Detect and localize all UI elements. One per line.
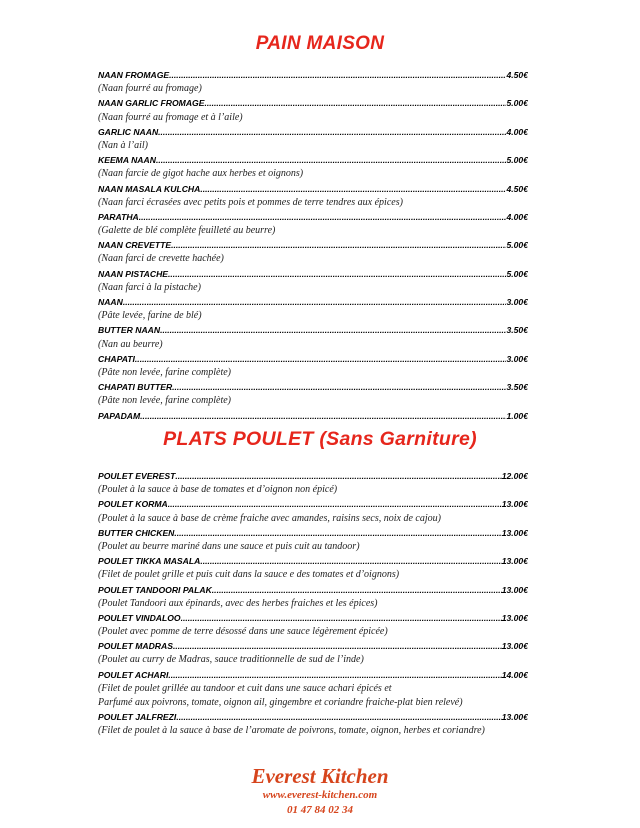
menu-item	[98, 96, 528, 110]
item-price: 3.50€	[506, 382, 528, 393]
item-name: POULET TANDOORI PALAK	[98, 584, 212, 595]
dot-leader	[172, 380, 506, 394]
item-description: (Nan au beurre)	[98, 338, 163, 350]
section-title-pain-maison: PAIN MAISON	[255, 33, 385, 54]
dot-leader	[171, 238, 506, 252]
item-name: POULET MADRAS	[98, 641, 173, 652]
menu-item	[98, 295, 528, 309]
item-price: 5.00€	[506, 240, 528, 251]
dot-leader	[200, 554, 501, 568]
item-price: 5.00€	[506, 155, 528, 166]
item-name: POULET ACHARI	[98, 669, 169, 680]
item-description: (Poulet Tandoori aux épinards, avec des herbes fraiches et les épices)	[98, 597, 378, 609]
menu-item	[98, 639, 528, 653]
item-description: (Naan farci à la pistache)	[98, 281, 201, 293]
dot-leader	[123, 295, 507, 309]
item-price: 3.50€	[506, 325, 528, 336]
dot-leader	[160, 323, 506, 337]
item-description: (Naan farcie de gigot hache aux herbes et oignons)	[98, 168, 304, 180]
menu-item	[98, 554, 528, 568]
item-description: (Filet de poulet à la sauce à base de l’aromate de poivrons, tomate, oignon, herbes et coriandre)	[98, 725, 485, 737]
item-name: POULET EVEREST	[98, 471, 176, 481]
item-price: 14.00€	[501, 669, 528, 680]
item-description: (Pâte non levée, farine complète)	[98, 366, 231, 378]
item-name: NAAN MASALA KULCHA	[98, 183, 201, 194]
menu-item	[98, 710, 528, 724]
dot-leader	[204, 96, 506, 110]
menu-item	[98, 323, 528, 337]
dot-leader	[173, 639, 502, 653]
item-price: 13.00€	[501, 712, 528, 723]
dot-leader	[168, 497, 502, 511]
item-description: (Poulet avec pomme de terre désossé dans une sauce légèrement épicée)	[98, 626, 388, 638]
plats-poulet-list	[98, 469, 528, 739]
menu-item	[98, 210, 528, 224]
item-description: (Naan fourré au fromage et à l’aile)	[98, 111, 243, 123]
dot-leader	[176, 710, 501, 724]
menu-item	[98, 497, 528, 511]
phone-number: 01 47 84 02 34	[287, 804, 353, 816]
menu-item	[98, 409, 528, 423]
menu-item	[98, 238, 528, 252]
item-name: BUTTER NAAN	[98, 325, 161, 336]
section-title-plats-poulet: PLATS POULET (Sans Garniture)	[163, 428, 477, 450]
item-name: NAAN FROMAGE	[98, 70, 170, 80]
item-name: GARLIC NAAN	[98, 126, 159, 137]
item-price: 13.00€	[501, 584, 528, 595]
menu-item	[98, 469, 528, 483]
item-price: 4.00€	[506, 211, 528, 222]
item-price: 13.00€	[501, 641, 528, 652]
item-name: KEEMA NAAN	[98, 155, 156, 166]
menu-item	[98, 125, 528, 139]
item-description: (Naan farci écrasées avec petits pois et pommes de terre tendres aux épices)	[98, 196, 403, 208]
item-name: NAAN CREVETTE	[98, 240, 172, 251]
menu-item	[98, 583, 528, 597]
item-name: CHAPATI	[98, 353, 135, 364]
menu-item	[98, 182, 528, 196]
item-description: (Pâte non levée, farine complète)	[98, 395, 231, 407]
item-name: POULET KORMA	[98, 499, 168, 510]
menu-item	[98, 153, 528, 167]
dot-leader	[212, 583, 502, 597]
pain-maison-list	[98, 68, 528, 423]
website-link[interactable]: www.everest-kitchen.com	[262, 789, 378, 801]
item-name: POULET TIKKA MASALA	[98, 556, 201, 567]
item-price: 3.00€	[506, 297, 528, 307]
item-description: (Nan à l’ail)	[98, 139, 148, 151]
item-name: NAAN PISTACHE	[98, 268, 169, 279]
dot-leader	[181, 611, 502, 625]
item-name: BUTTER CHICKEN	[98, 527, 175, 538]
menu-item	[98, 380, 528, 394]
dot-leader	[140, 409, 506, 423]
item-name: NAAN	[98, 297, 123, 307]
item-price: 13.00€	[501, 527, 528, 538]
item-description: (Naan farci de crevette hachée)	[98, 253, 224, 265]
dot-leader	[158, 125, 506, 139]
item-price: 4.50€	[506, 183, 528, 194]
menu-item	[98, 267, 528, 281]
dot-leader	[168, 668, 501, 682]
dot-leader	[174, 526, 501, 540]
dot-leader	[200, 182, 506, 196]
item-description: (Poulet au beurre mariné dans une sauce et puis cuit au tandoor)	[98, 540, 360, 552]
dot-leader	[169, 68, 506, 82]
item-name: CHAPATI BUTTER	[98, 382, 173, 393]
item-description: (Poulet à la sauce à base de crème fraiche avec amandes, raisins secs, noix de cajou)	[98, 512, 441, 524]
menu-item	[98, 611, 528, 625]
dot-leader	[168, 267, 506, 281]
menu-item	[98, 668, 528, 682]
item-price: 13.00€	[501, 556, 528, 567]
dot-leader	[135, 352, 507, 366]
menu-item	[98, 526, 528, 540]
item-description: (Filet de poulet grille et puis cuit dans la sauce e des tomates et d’oignons)	[98, 569, 400, 581]
item-name: PARATHA	[98, 211, 139, 222]
item-name: PAPADAM	[98, 410, 141, 421]
item-price: 5.00€	[506, 268, 528, 279]
item-description: (Naan fourré au fromage)	[98, 83, 202, 95]
menu-item	[98, 68, 528, 82]
item-price: 3.00€	[506, 353, 528, 364]
restaurant-name: Everest Kitchen	[251, 764, 389, 788]
item-price: 12.00€	[501, 471, 528, 481]
item-price: 5.00€	[506, 98, 528, 109]
item-description: (Pâte levée, farine de blé)	[98, 310, 202, 322]
item-name: POULET VINDALOO	[98, 612, 181, 623]
item-price: 13.00€	[501, 499, 528, 510]
item-price: 4.00€	[506, 126, 528, 137]
item-price: 13.00€	[501, 612, 528, 623]
item-description: (Filet de poulet grillée au tandoor et cuit dans une sauce achari épicés et	[98, 682, 392, 694]
item-description: (Poulet au curry de Madras, sauce traditionnelle de sud de l’inde)	[98, 654, 364, 666]
dot-leader	[139, 210, 507, 224]
item-price: 4.50€	[506, 70, 528, 80]
item-description: (Poulet à la sauce à base de tomates et d’oignon non épicé)	[98, 484, 338, 496]
item-price: 1.00€	[506, 410, 528, 421]
item-description: Parfumé aux poivrons, tomate, oignon ail, gingembre et coriandre fraiche-plat bien relevé)	[98, 697, 463, 708]
menu-item	[98, 352, 528, 366]
dot-leader	[175, 469, 501, 483]
item-name: NAAN GARLIC FROMAGE	[98, 98, 205, 109]
item-description: (Galette de blé complète feuilleté au beurre)	[98, 225, 276, 237]
dot-leader	[156, 153, 507, 167]
item-name: POULET JALFREZI	[98, 712, 177, 723]
